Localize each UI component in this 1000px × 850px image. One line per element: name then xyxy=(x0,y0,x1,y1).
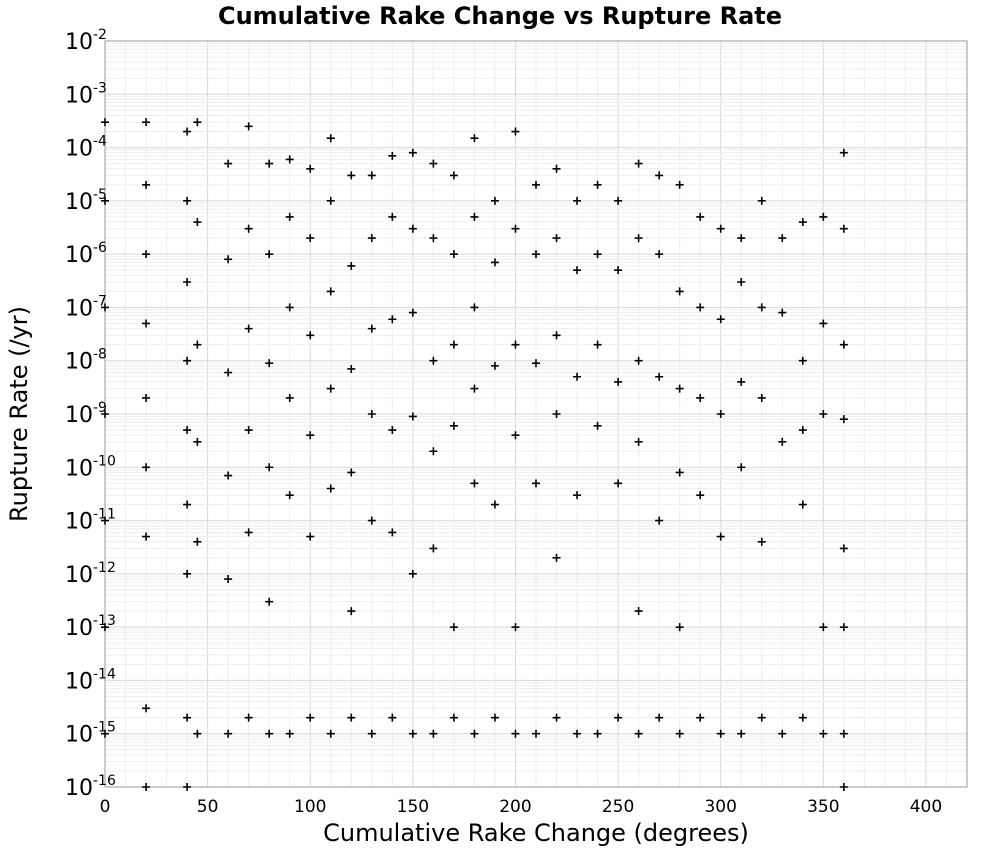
data-point xyxy=(429,447,437,455)
data-point xyxy=(778,234,786,242)
data-point xyxy=(429,544,437,552)
data-point xyxy=(142,394,150,402)
data-point xyxy=(142,704,150,712)
data-point xyxy=(306,431,314,439)
data-point xyxy=(614,714,622,722)
data-point xyxy=(368,171,376,179)
data-point xyxy=(717,225,725,233)
data-point xyxy=(532,181,540,189)
y-tick-label: $10^{-11}$ xyxy=(65,506,116,535)
x-tick-label: 200 xyxy=(499,797,532,817)
data-point xyxy=(696,714,704,722)
data-point xyxy=(532,479,540,487)
data-point xyxy=(696,394,704,402)
data-point xyxy=(676,181,684,189)
data-point xyxy=(245,528,253,536)
data-point xyxy=(573,373,581,381)
data-point xyxy=(193,218,201,226)
y-tick-label: $10^{-10}$ xyxy=(65,453,116,482)
data-point xyxy=(696,491,704,499)
data-point xyxy=(245,325,253,333)
data-point xyxy=(183,501,191,509)
data-point xyxy=(491,714,499,722)
data-point xyxy=(245,714,253,722)
data-point xyxy=(101,118,109,126)
data-point xyxy=(306,714,314,722)
data-point xyxy=(737,378,745,386)
data-point xyxy=(142,118,150,126)
data-point xyxy=(347,171,355,179)
data-point xyxy=(737,234,745,242)
x-tick-label: 50 xyxy=(196,797,219,817)
data-point xyxy=(142,319,150,327)
y-tick-label: $10^{-12}$ xyxy=(65,559,116,588)
data-point xyxy=(327,385,335,393)
data-point xyxy=(183,426,191,434)
x-axis-ticks xyxy=(100,797,943,817)
data-point xyxy=(594,341,602,349)
data-point xyxy=(306,165,314,173)
data-point xyxy=(635,438,643,446)
data-point xyxy=(655,171,663,179)
data-point xyxy=(368,325,376,333)
data-point xyxy=(306,533,314,541)
data-point xyxy=(245,225,253,233)
data-point xyxy=(347,262,355,270)
y-tick-label: $10^{-8}$ xyxy=(65,346,107,375)
data-point xyxy=(573,266,581,274)
data-point xyxy=(347,714,355,722)
data-point xyxy=(758,394,766,402)
data-point xyxy=(840,544,848,552)
data-point xyxy=(388,315,396,323)
data-point xyxy=(388,213,396,221)
data-point xyxy=(286,394,294,402)
data-point xyxy=(142,533,150,541)
data-point xyxy=(635,160,643,168)
data-point xyxy=(183,128,191,136)
data-point xyxy=(819,213,827,221)
data-point xyxy=(573,491,581,499)
data-point xyxy=(450,422,458,430)
data-point xyxy=(368,234,376,242)
x-tick-label: 100 xyxy=(294,797,327,817)
x-tick-label: 300 xyxy=(704,797,737,817)
data-point xyxy=(635,234,643,242)
data-point xyxy=(470,479,478,487)
chart-title: Cumulative Rake Change vs Rupture Rate xyxy=(217,2,783,30)
y-tick-label: $10^{-9}$ xyxy=(65,400,107,428)
data-point xyxy=(470,134,478,142)
data-point xyxy=(245,426,253,434)
data-point xyxy=(327,287,335,295)
y-axis-label: Rupture Rate (/yr) xyxy=(5,306,33,522)
data-point xyxy=(388,714,396,722)
data-point xyxy=(388,528,396,536)
x-axis-label: Cumulative Rake Change (degrees) xyxy=(323,819,749,847)
x-tick-label: 350 xyxy=(807,797,840,817)
data-point xyxy=(409,225,417,233)
grid xyxy=(105,41,967,787)
data-point xyxy=(553,554,561,562)
data-point xyxy=(470,213,478,221)
data-point xyxy=(676,385,684,393)
data-point xyxy=(306,331,314,339)
y-tick-label: $10^{-13}$ xyxy=(65,613,116,642)
x-tick-label: 250 xyxy=(601,797,635,817)
data-point xyxy=(717,533,725,541)
data-point xyxy=(511,431,519,439)
data-point xyxy=(799,218,807,226)
data-point xyxy=(450,171,458,179)
data-point xyxy=(717,315,725,323)
y-tick-label: $10^{-7}$ xyxy=(65,293,107,322)
data-point xyxy=(183,714,191,722)
data-point xyxy=(183,278,191,286)
data-point xyxy=(799,501,807,509)
data-point xyxy=(450,714,458,722)
data-point xyxy=(193,538,201,546)
data-point xyxy=(840,341,848,349)
data-point xyxy=(224,369,232,377)
data-point xyxy=(594,422,602,430)
data-point xyxy=(193,341,201,349)
data-point xyxy=(193,438,201,446)
data-point xyxy=(470,385,478,393)
data-point xyxy=(655,373,663,381)
data-point xyxy=(491,501,499,509)
x-tick-label: 150 xyxy=(396,797,430,817)
data-point xyxy=(614,479,622,487)
data-point xyxy=(553,714,561,722)
y-tick-label: $10^{-5}$ xyxy=(65,186,107,215)
data-point xyxy=(655,714,663,722)
data-point xyxy=(553,331,561,339)
data-point xyxy=(594,181,602,189)
data-point xyxy=(758,538,766,546)
data-point xyxy=(193,118,201,126)
data-point xyxy=(840,783,848,791)
data-point xyxy=(614,266,622,274)
data-point xyxy=(696,213,704,221)
data-point xyxy=(286,491,294,499)
data-point xyxy=(347,607,355,615)
data-point xyxy=(778,438,786,446)
data-point xyxy=(245,122,253,130)
data-point xyxy=(286,213,294,221)
y-tick-label: $10^{-14}$ xyxy=(65,666,116,695)
data-point xyxy=(306,234,314,242)
x-tick-label: 0 xyxy=(99,797,111,817)
data-point xyxy=(327,134,335,142)
data-point xyxy=(327,484,335,492)
y-tick-label: $10^{-3}$ xyxy=(65,80,107,109)
data-point xyxy=(429,160,437,168)
y-tick-label: $10^{-4}$ xyxy=(65,133,107,162)
data-point xyxy=(142,783,150,791)
data-point xyxy=(511,341,519,349)
data-point xyxy=(224,160,232,168)
data-point xyxy=(676,287,684,295)
data-point xyxy=(511,128,519,136)
data-point xyxy=(265,160,273,168)
data-point xyxy=(840,225,848,233)
data-point xyxy=(635,607,643,615)
data-point xyxy=(286,155,294,163)
x-tick-label: 400 xyxy=(909,797,943,817)
data-point xyxy=(737,278,745,286)
data-point xyxy=(758,714,766,722)
data-point xyxy=(265,598,273,606)
data-point xyxy=(799,426,807,434)
data-point xyxy=(614,378,622,386)
data-point xyxy=(553,234,561,242)
y-tick-label: $10^{-15}$ xyxy=(65,719,116,748)
data-point xyxy=(511,225,519,233)
data-point xyxy=(819,319,827,327)
data-point xyxy=(142,181,150,189)
y-tick-label: $10^{-6}$ xyxy=(65,240,107,269)
y-tick-label: $10^{-2}$ xyxy=(65,27,107,55)
data-point xyxy=(183,783,191,791)
data-point xyxy=(799,714,807,722)
y-tick-label: $10^{-16}$ xyxy=(65,773,116,801)
data-point xyxy=(450,341,458,349)
data-point xyxy=(553,165,561,173)
data-point xyxy=(388,426,396,434)
data-point xyxy=(429,234,437,242)
